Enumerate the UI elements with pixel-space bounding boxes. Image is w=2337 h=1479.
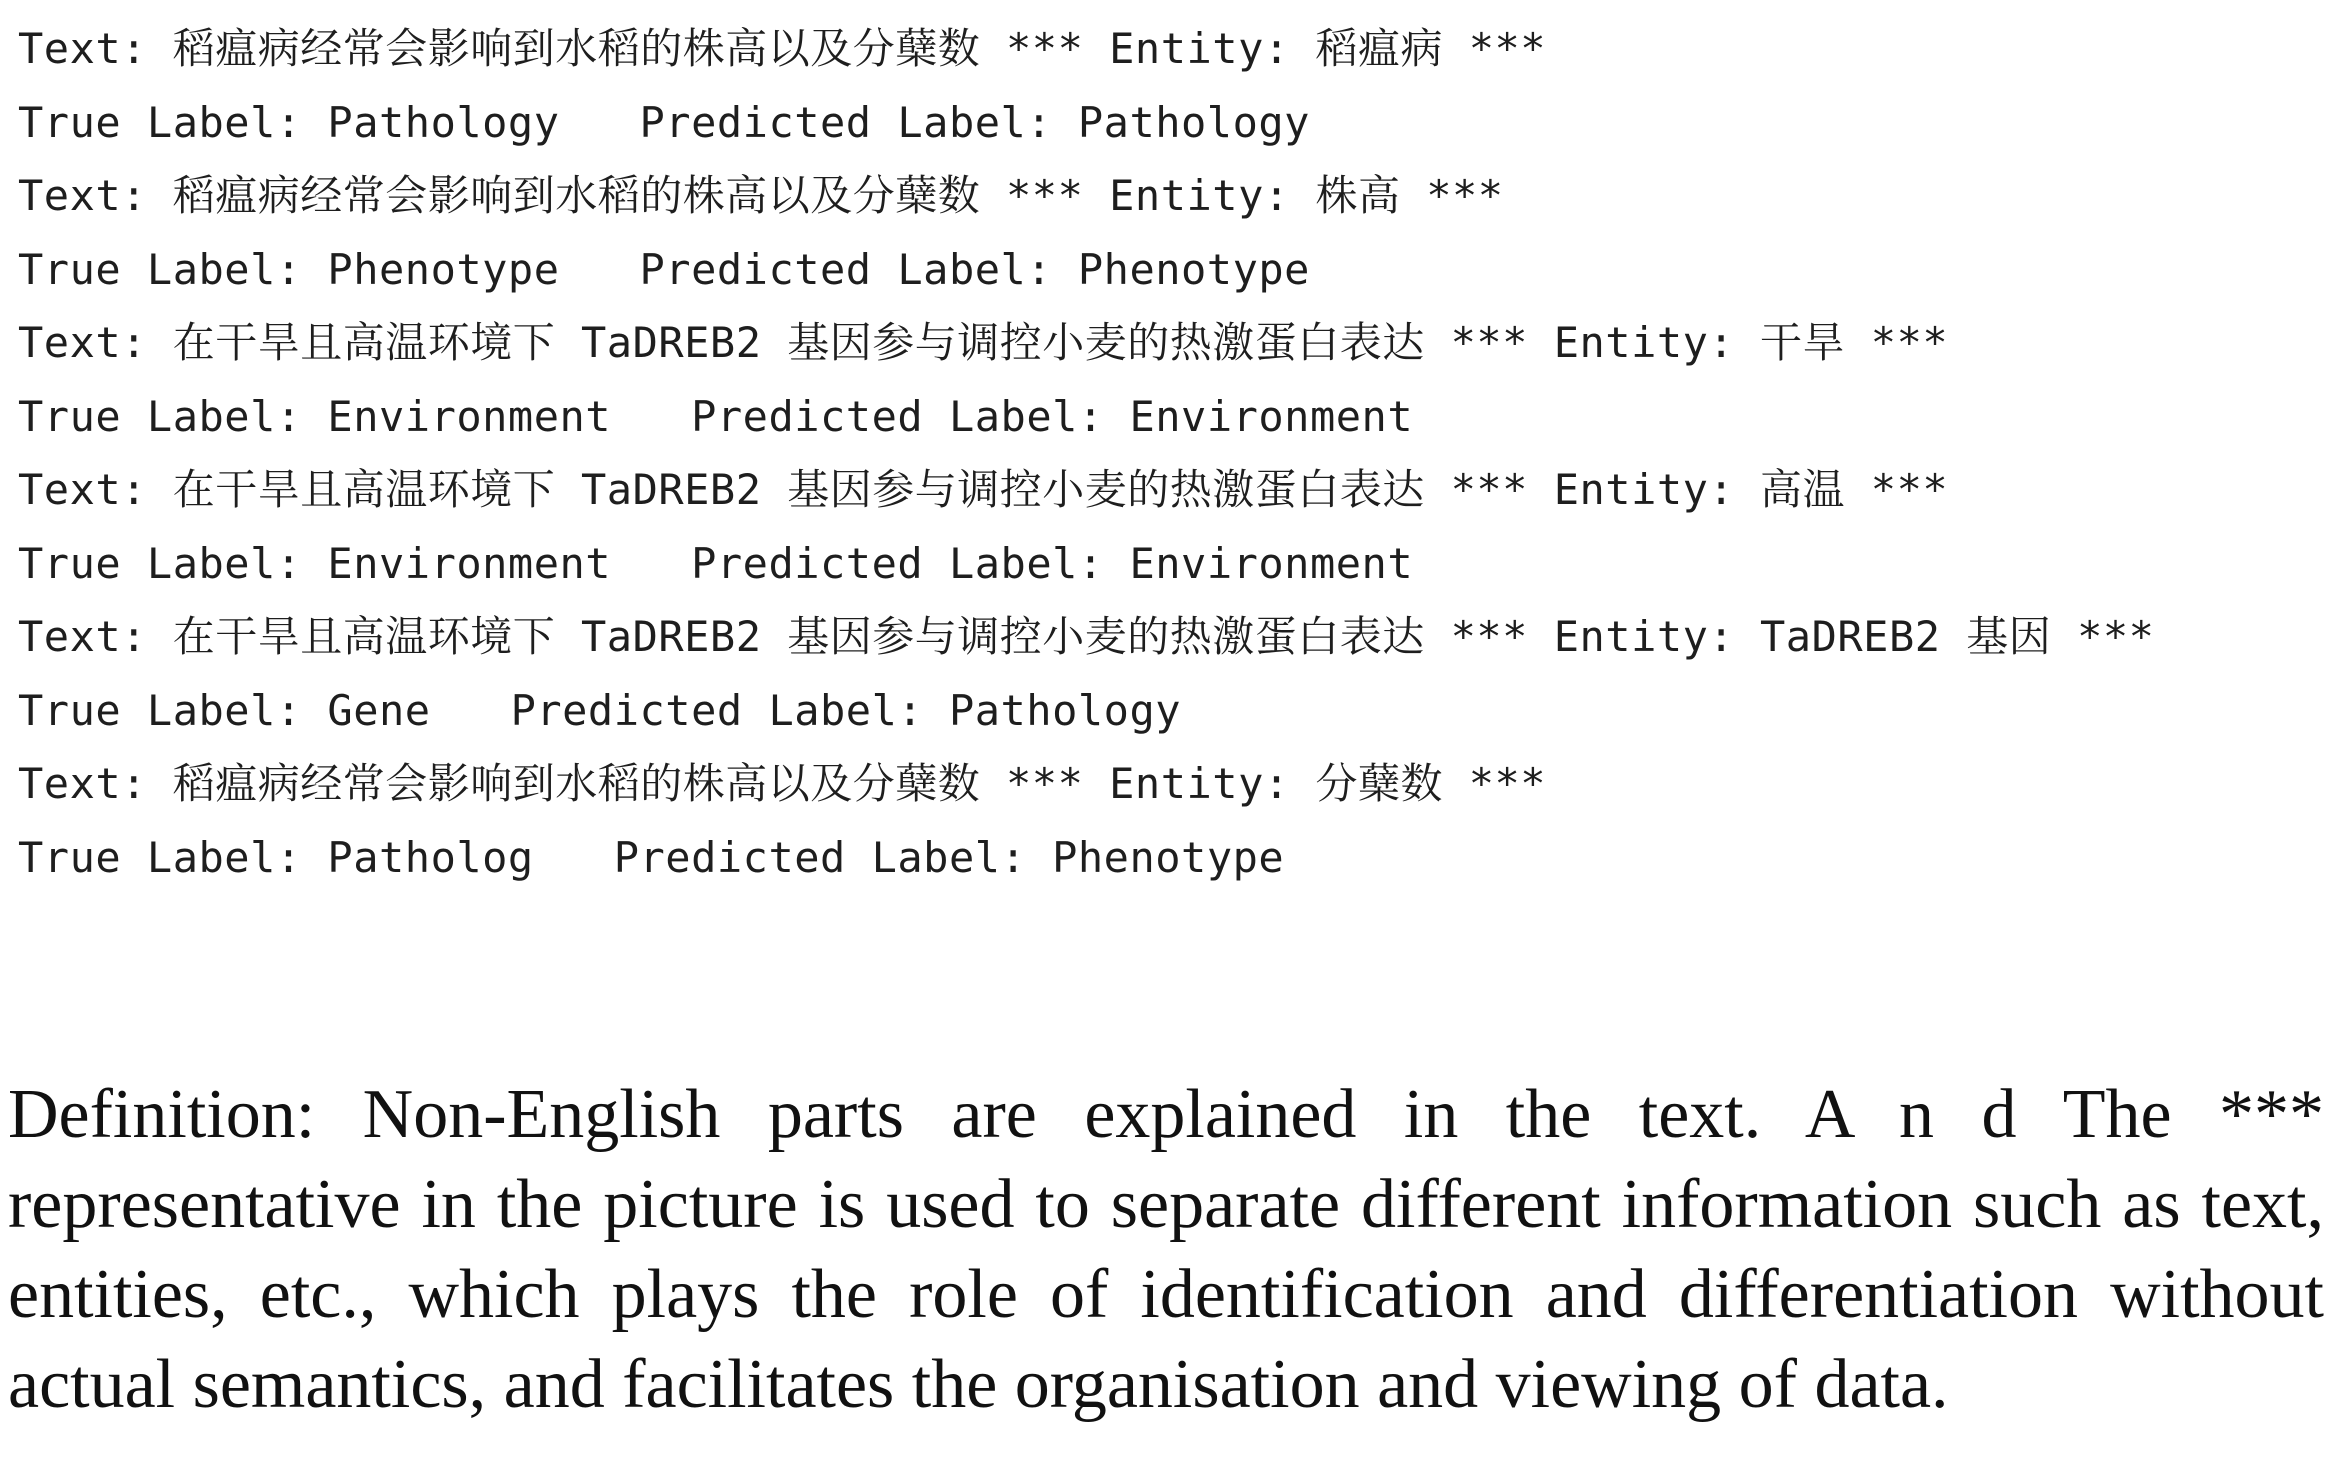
- label-line-6: [18, 821, 2318, 895]
- text-entity-line-1: Text: 稻瘟病经常会影响到水稻的株高以及分蘖数 *** Entity: 稻瘟病 ***: [18, 24, 1547, 73]
- predicted-label: Predicted Label: Environment: [691, 538, 1414, 588]
- predicted-label: Predicted Label: Phenotype: [639, 244, 1310, 294]
- true-label: True Label: Pathology: [18, 97, 560, 147]
- predicted-label: Predicted Label: Pathology: [510, 685, 1182, 735]
- text-entity-line-3: Text: 在干旱且高温环境下 TaDREB2 基因参与调控小麦的热激蛋白表达 *** Entity: 干旱 ***: [18, 318, 1949, 367]
- console-output: [18, 12, 2318, 894]
- true-label: True Label: Phenotype: [18, 244, 560, 294]
- predicted-label: Predicted Label: Environment: [691, 391, 1414, 441]
- definition-paragraph: Definition: Non-English parts are explained in the text. A n d The *** representative in the picture is used to separate different information such as text, entities, etc., which plays the role of identification and differentiation without actual semantics, and facilitates the organisation and viewing of data.: [8, 1076, 2324, 1423]
- predicted-label: Predicted Label: Phenotype: [613, 832, 1285, 882]
- label-line-2: [18, 233, 2318, 307]
- label-line-1: [18, 86, 2318, 160]
- true-label: True Label: Environment: [18, 538, 612, 588]
- predicted-label: Predicted Label: Pathology: [639, 97, 1310, 147]
- text-entity-line-6: Text: 稻瘟病经常会影响到水稻的株高以及分蘖数 *** Entity: 分蘖数 ***: [18, 759, 1547, 808]
- label-line-5: [18, 674, 2318, 748]
- true-label: True Label: Environment: [18, 391, 612, 441]
- true-label: True Label: Patholog: [18, 832, 534, 882]
- text-entity-line-2: Text: 稻瘟病经常会影响到水稻的株高以及分蘖数 *** Entity: 株高 ***: [18, 171, 1504, 220]
- label-line-3: [18, 380, 2318, 454]
- text-entity-line-5: Text: 在干旱且高温环境下 TaDREB2 基因参与调控小麦的热激蛋白表达 *** Entity: TaDREB2 基因 ***: [18, 612, 2155, 661]
- label-line-4: [18, 527, 2318, 601]
- text-entity-line-4: Text: 在干旱且高温环境下 TaDREB2 基因参与调控小麦的热激蛋白表达 *** Entity: 高温 ***: [18, 465, 1949, 514]
- true-label: True Label: Gene: [18, 685, 431, 735]
